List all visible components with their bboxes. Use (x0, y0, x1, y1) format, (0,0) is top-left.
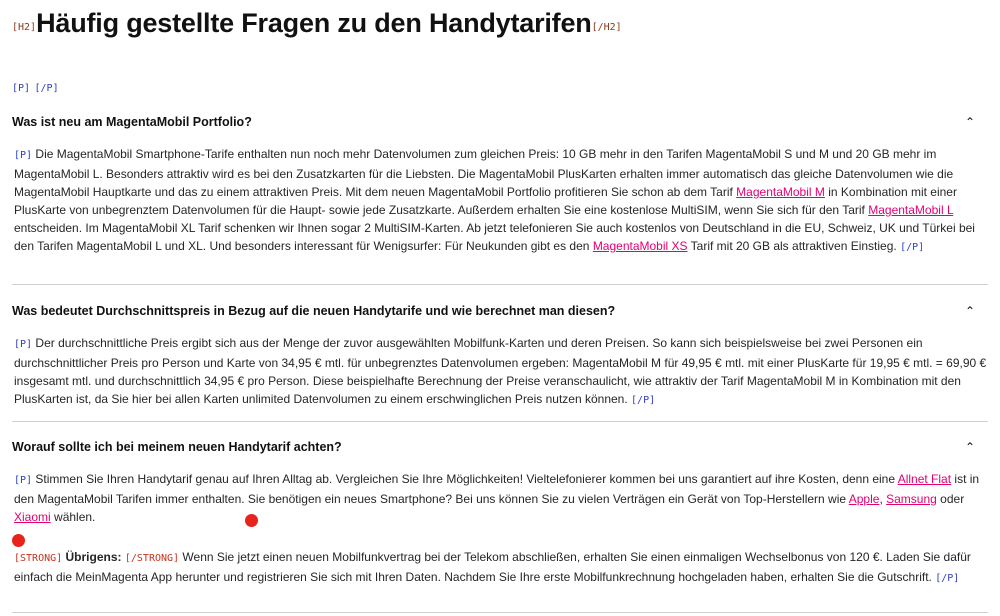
answer-text: Die MagentaMobil Smartphone-Tarife enthalten nun noch mehr Datenvolumen zum gleichen Preis: 10 GB mehr in den Tarifen MagentaMobil S und M und 20 GB mehr im MagentaMobil L. Besonders attraktiv wird es bei den Zusatzkarten für die Liebsten. Die MagentaMobil PlusKarten erhalten immer automatisch das gleiche Datenvolumen wie die MagentaMobil Hauptkarte und das zu einem attraktiven Preis. Mit dem neuen MagentaMobil Portfolio profitieren Sie schon ab dem Tarif (14, 147, 954, 199)
answer-text: Tarif mit 20 GB als attraktiven Einstieg. (690, 239, 897, 253)
faq-question: Was ist neu am MagentaMobil Portfolio? (12, 115, 252, 129)
separator-text: oder (940, 492, 965, 506)
divider (12, 421, 988, 422)
answer-text: ist in den MagentaMobil Tarifen immer enthalten. Sie benötigen ein neues Smartphone? Bei uns können Sie zu vielen Verträgen ein Gerät von Top-Herstellern wie (14, 472, 980, 506)
answer-text: Der durchschnittliche Preis ergibt sich aus der Menge der zuvor ausgewählten Mobilfunk-Karten und deren Preisen. So kann sich beispielsweise bei zwei Personen ein durchschnittlicher Preis pro Person und Karte von 34,95 € mtl. für unbegrenztes Datenvolumen ergeben: MagentaMobil M für 49,95 € mtl. mit einer PlusKarte für 19,95 € mtl. = 69,90 € insgesamt mtl. und durchschnittlich 34,95 € pro Person. Diese beispielhafte Berechnung der Preise veranschaulicht, wie attraktiv der Tarif MagentaMobil M in Kombination mit den PlusKarten ist, da Sie hier bei allen Karten unlimited Datenvolumen zu einem erschwinglichen Preis nutzen können. (14, 336, 987, 406)
link-magentamobil-xs[interactable]: MagentaMobil XS (592, 239, 688, 253)
link-xiaomi[interactable]: Xiaomi (14, 510, 51, 524)
p-open-tag: [P] (14, 150, 33, 161)
faq-item (12, 298, 988, 410)
link-samsung[interactable]: Samsung (886, 492, 937, 506)
divider (12, 284, 988, 285)
divider (12, 612, 988, 613)
faq-question-toggle[interactable] (12, 109, 988, 135)
answer-text: entscheiden. Im MagentaMobil XL Tarif schenken wir Ihnen sogar 2 MultiSIM-Karten. Ab jetzt telefonieren Sie auch kostenlos von Deutschland in die EU, Schweiz, UK und Türkei bei den Tarifen MagentaMobil L und XL. Und besonders interessant für Wenigsurfer: Für Neukunden gibt es den (14, 221, 975, 253)
faq-item (12, 434, 988, 588)
chevron-up-icon[interactable]: ⌃ (964, 115, 976, 129)
faq-answer (12, 334, 988, 410)
p-close-tag: [/P] (34, 83, 59, 94)
p-close-tag: [/P] (631, 395, 656, 406)
answer-text: Stimmen Sie Ihren Handytarif genau auf Ihren Alltag ab. Vergleichen Sie Ihre Möglichkeiten! Vieltelefonierer kommen bei uns garantiert auf ihre Kosten, denn eine (35, 472, 896, 486)
answer-text: wählen. (54, 510, 96, 524)
faq-question-toggle[interactable] (12, 298, 988, 324)
separator-text: , (879, 492, 883, 506)
p-close-tag: [/P] (900, 242, 925, 253)
answer-text: Wenn Sie jetzt einen neuen Mobilfunkvertrag bei der Telekom abschließen, erhalten Sie einen einmaligen Wechselbonus von 120 €. Laden Sie dafür einfach die MeinMagenta App herunter und registrieren Sie sich mit Ihren Daten. Nachdem Sie Ihre erste Mobilfunkrechnung hochgeladen haben, erhalten Sie die Gutschrift. (14, 550, 971, 584)
link-magentamobil-m[interactable]: MagentaMobil M (736, 185, 825, 199)
link-magentamobil-l[interactable]: MagentaMobil L (868, 203, 954, 217)
h2-open-tag: [H2] (12, 22, 37, 33)
link-apple[interactable]: Apple (848, 492, 880, 506)
answer-text: in Kombination mit einer PlusKarte von unbegrenztem Datenvolumen für die Haupt- sowie jede Zusatzkarte. Außerdem erhalten Sie eine kostenlose MultiSIM, wenn Sie sich für den Tarif (14, 185, 957, 217)
chevron-up-icon[interactable]: ⌃ (964, 304, 976, 318)
p-open-tag: [P] (14, 475, 33, 486)
strong-open-tag: [STRONG] (14, 553, 63, 564)
faq-answer (12, 145, 988, 257)
red-dot-marker (12, 534, 25, 547)
link-allnet-flat[interactable]: Allnet Flat (897, 472, 952, 486)
faq-answer (12, 470, 988, 588)
p-open-tag: [P] (14, 339, 33, 350)
empty-paragraph (12, 78, 59, 96)
strong-text: Übrigens: (65, 550, 122, 564)
page-title: Häufig gestellte Fragen zu den Handytarifen (36, 8, 592, 38)
strong-close-tag: [/STRONG] (124, 553, 180, 564)
faq-question: Was bedeutet Durchschnittspreis in Bezug auf die neuen Handytarife und wie berechnet man diesen? (12, 304, 616, 318)
faq-question: Worauf sollte ich bei meinem neuen Handytarif achten? (12, 440, 342, 454)
p-close-tag: [/P] (935, 573, 960, 584)
p-open-tag: [P] (12, 83, 31, 94)
faq-item (12, 109, 988, 257)
h2-close-tag: [/H2] (591, 22, 622, 33)
chevron-up-icon[interactable]: ⌃ (964, 440, 976, 454)
page-heading-row (12, 8, 622, 39)
red-dot-marker (245, 514, 258, 527)
faq-question-toggle[interactable] (12, 434, 988, 460)
